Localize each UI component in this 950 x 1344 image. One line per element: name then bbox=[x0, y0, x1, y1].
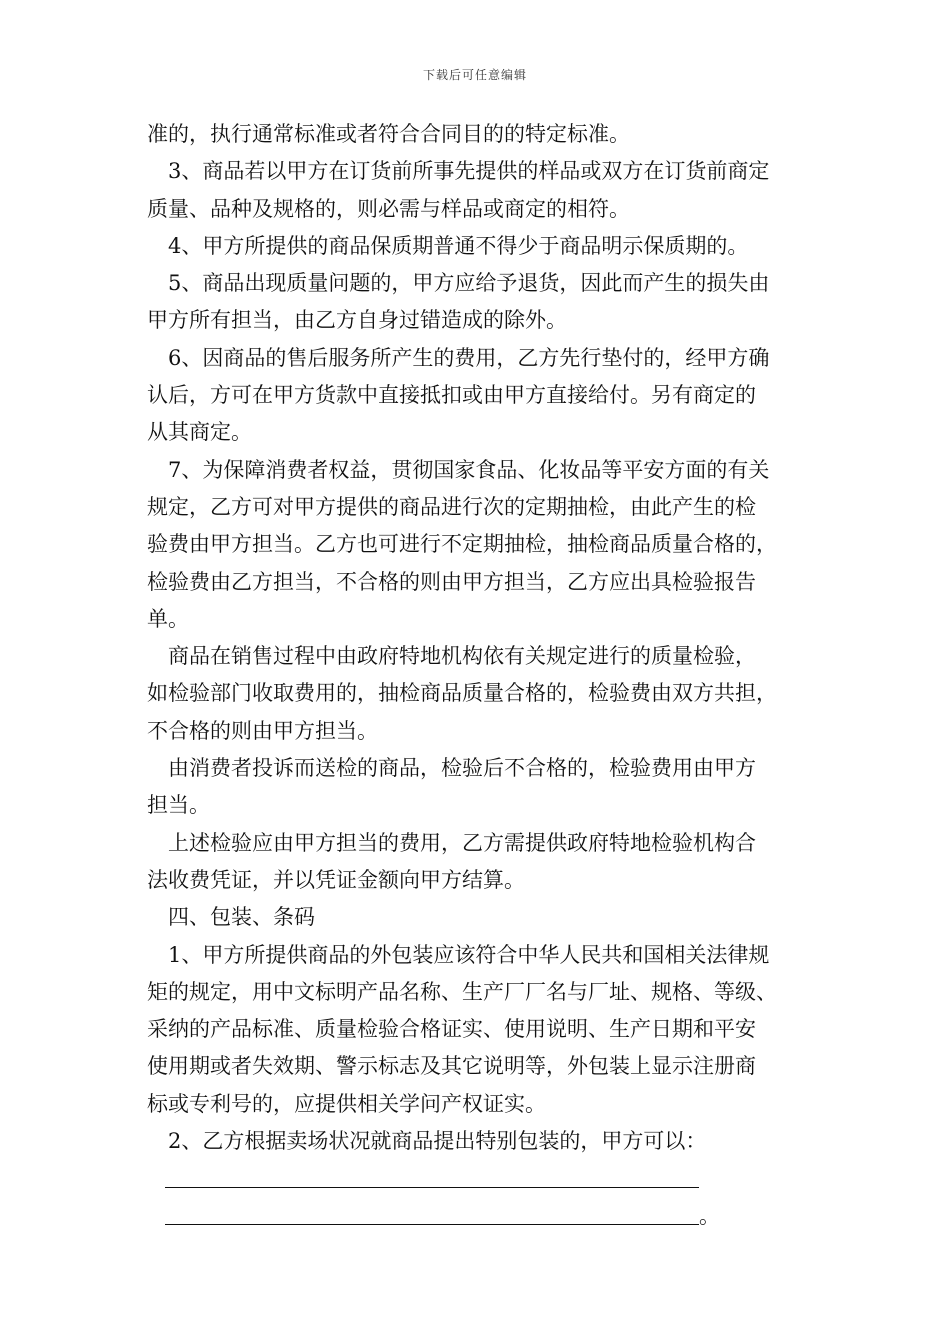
text-line: 7、为保障消费者权益，贯彻国家食品、化妆品等平安方面的有关 bbox=[168, 457, 770, 482]
fill-in-line bbox=[147, 1198, 827, 1235]
text-line: 6、因商品的售后服务所产生的费用，乙方先行垫付的，经甲方确 bbox=[168, 345, 770, 370]
text-line: 3、商品若以甲方在订货前所事先提供的样品或双方在订货前商定 bbox=[168, 159, 770, 184]
text-line: 2、乙方根据卖场状况就商品提出特别包装的，甲方可以： bbox=[168, 1129, 707, 1154]
text-line: 由消费者投诉而送检的商品，检验后不合格的，检验费用由甲方 bbox=[168, 756, 756, 781]
text-line: 标或专利号的，应提供相关学问产权证实。 bbox=[147, 1091, 546, 1116]
document-body bbox=[147, 116, 827, 1235]
fill-in-suffix: 。 bbox=[699, 1203, 720, 1228]
text-line: 商品在销售过程中由政府特地机构依有关规定进行的质量检验， bbox=[168, 644, 756, 669]
text-line: 采纳的产品标准、质量检验合格证实、使用说明、生产日期和平安 bbox=[147, 1017, 756, 1042]
text-line: 担当。 bbox=[147, 793, 210, 818]
text-line: 准的，执行通常标准或者符合合同目的的特定标准。 bbox=[147, 122, 630, 146]
text-line: 4、甲方所提供的商品保质期普通不得少于商品明示保质期的。 bbox=[168, 233, 749, 258]
text-line: 从其商定。 bbox=[147, 420, 252, 445]
section-heading: 四、包装、条码 bbox=[168, 905, 315, 930]
text-line: 法收费凭证，并以凭证金额向甲方结算。 bbox=[147, 867, 525, 892]
text-line: 上述检验应由甲方担当的费用，乙方需提供政府特地检验机构合 bbox=[168, 830, 756, 855]
text-line: 认后，方可在甲方货款中直接抵扣或由甲方直接给付。另有商定的 bbox=[147, 383, 756, 408]
fill-in-line bbox=[147, 1160, 827, 1197]
text-line: 使用期或者失效期、警示标志及其它说明等，外包装上显示注册商 bbox=[147, 1054, 756, 1079]
text-line: 如检验部门收取费用的，抽检商品质量合格的，检验费由双方共担， bbox=[147, 681, 777, 706]
text-line: 检验费由乙方担当，不合格的则由甲方担当，乙方应出具检验报告 bbox=[147, 569, 756, 594]
text-line: 单。 bbox=[147, 606, 189, 631]
text-line: 质量、品种及规格的，则必需与样品或商定的相符。 bbox=[147, 196, 630, 221]
text-line: 1、甲方所提供商品的外包装应该符合中华人民共和国相关法律规 bbox=[168, 942, 770, 967]
text-line: 不合格的则由甲方担当。 bbox=[147, 718, 378, 743]
text-line: 规定，乙方可对甲方提供的商品进行次的定期抽检，由此产生的检 bbox=[147, 494, 756, 519]
text-line: 矩的规定，用中文标明产品名称、生产厂厂名与厂址、规格、等级、 bbox=[147, 979, 777, 1004]
text-line: 5、商品出现质量问题的，甲方应给予退货，因此而产生的损失由 bbox=[168, 271, 770, 296]
text-line: 甲方所有担当，由乙方自身过错造成的除外。 bbox=[147, 308, 567, 333]
fill-in-blank[interactable] bbox=[165, 1224, 699, 1225]
header-note: 下载后可任意编辑 bbox=[422, 68, 527, 82]
text-line: 验费由甲方担当。乙方也可进行不定期抽检，抽检商品质量合格的， bbox=[147, 532, 777, 557]
fill-in-blank[interactable] bbox=[165, 1187, 699, 1188]
